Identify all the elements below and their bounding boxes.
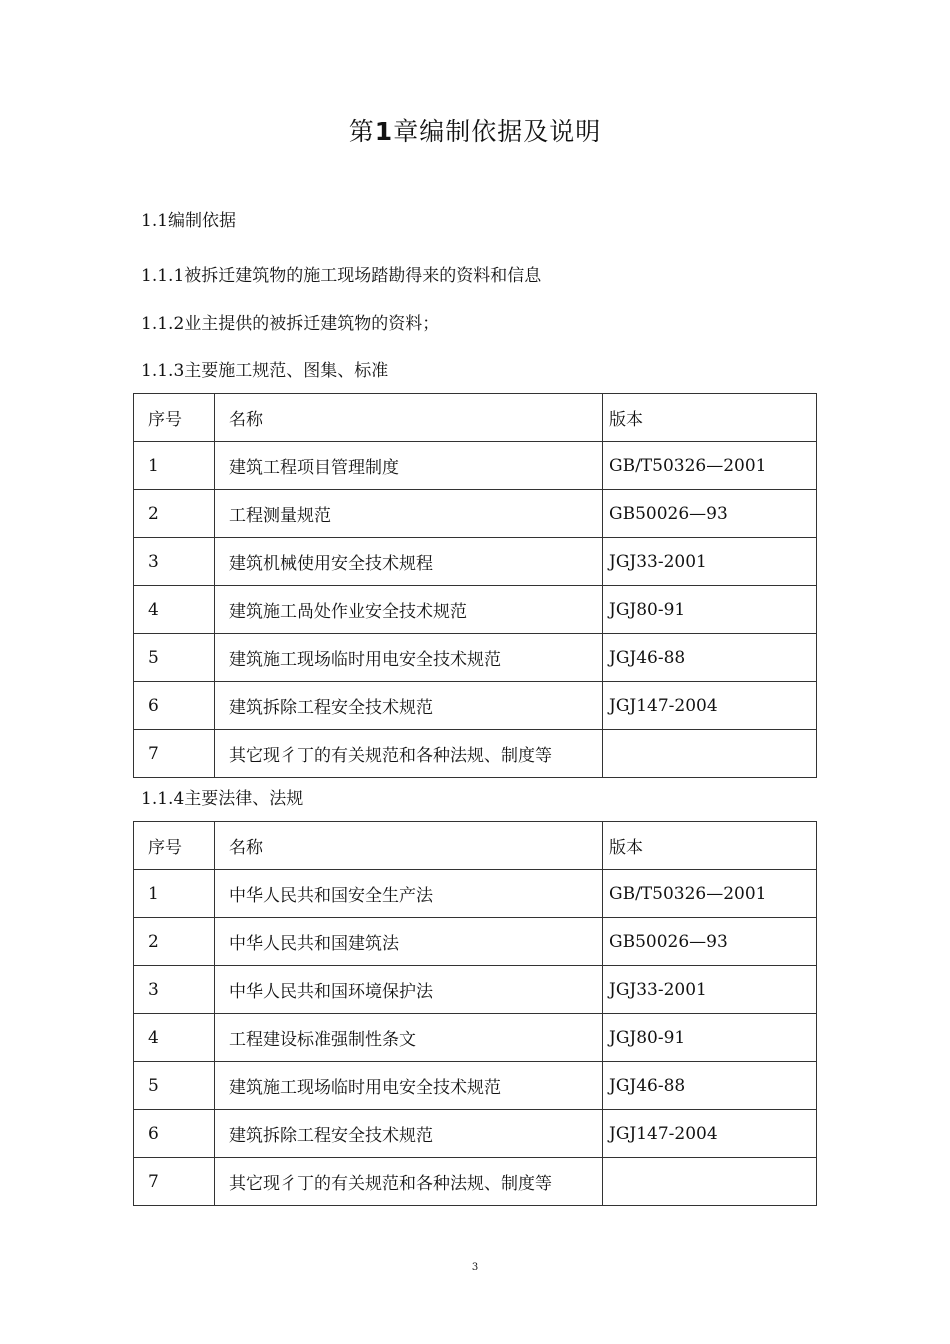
header-cell-version: 版本: [603, 822, 817, 870]
standards-table: [133, 393, 817, 778]
cell-name: 工程建设标准强制性条文: [215, 1014, 603, 1062]
title-suffix: 章编制依据及说明: [393, 117, 602, 146]
cell-version: GB50026—93: [603, 490, 817, 538]
title-prefix: 第: [348, 117, 375, 146]
table-row: [134, 634, 817, 682]
table-header-row: [134, 394, 817, 442]
section-1-1-heading: 1.1编制依据: [141, 211, 237, 231]
cell-name: 中华人民共和国安全生产法: [215, 870, 603, 918]
table-row: [134, 966, 817, 1014]
cell-version: JGJ147-2004: [603, 1110, 817, 1158]
cell-index: 1: [134, 870, 215, 918]
cell-name: 其它现彳丁的有关规范和各种法规、制度等: [215, 1158, 603, 1206]
cell-name: 建筑拆除工程安全技术规范: [215, 682, 603, 730]
table-row: [134, 1110, 817, 1158]
section-1-1-3-text: 1.1.3主要施工规范、图集、标准: [141, 361, 389, 381]
title-number: 1: [374, 117, 394, 146]
header-cell-name: 名称: [215, 394, 603, 442]
cell-index: 7: [134, 730, 215, 778]
cell-version: JGJ46-88: [603, 634, 817, 682]
table-row: [134, 1062, 817, 1110]
header-cell-name: 名称: [215, 822, 603, 870]
cell-name: 其它现彳丁的有关规范和各种法规、制度等: [215, 730, 603, 778]
cell-index: 7: [134, 1158, 215, 1206]
laws-table: [133, 821, 817, 1206]
cell-index: 4: [134, 1014, 215, 1062]
table-row: [134, 682, 817, 730]
table-row: [134, 490, 817, 538]
table-row: [134, 1014, 817, 1062]
cell-index: 5: [134, 634, 215, 682]
cell-name: 建筑机械使用安全技术规程: [215, 538, 603, 586]
table-row: [134, 442, 817, 490]
cell-index: 6: [134, 1110, 215, 1158]
header-cell-version: 版本: [603, 394, 817, 442]
section-1-1-2-text: 1.1.2业主提供的被拆迁建筑物的资料；: [141, 314, 440, 334]
table-row: [134, 918, 817, 966]
cell-name: 建筑施工现场临时用电安全技术规范: [215, 1062, 603, 1110]
cell-index: 1: [134, 442, 215, 490]
cell-version: JGJ46-88: [603, 1062, 817, 1110]
page-number: 3: [471, 1262, 479, 1273]
cell-version: JGJ80-91: [603, 1014, 817, 1062]
cell-index: 2: [134, 918, 215, 966]
cell-name: 中华人民共和国环境保护法: [215, 966, 603, 1014]
table-row: [134, 730, 817, 778]
header-cell-index: 序号: [134, 394, 215, 442]
cell-index: 4: [134, 586, 215, 634]
cell-name: 建筑工程项目管理制度: [215, 442, 603, 490]
cell-index: 5: [134, 1062, 215, 1110]
cell-version: JGJ33-2001: [603, 966, 817, 1014]
header-cell-index: 序号: [134, 822, 215, 870]
cell-name: 工程测量规范: [215, 490, 603, 538]
cell-version: JGJ147-2004: [603, 682, 817, 730]
cell-index: 3: [134, 966, 215, 1014]
cell-version: GB/T50326—2001: [603, 442, 817, 490]
chapter-title: [0, 112, 950, 148]
laws-table-body: [134, 822, 817, 1206]
cell-name: 建筑拆除工程安全技术规范: [215, 1110, 603, 1158]
cell-version: GB50026—93: [603, 918, 817, 966]
section-1-1-4-text: 1.1.4主要法律、法规: [141, 789, 304, 809]
cell-name: 建筑施工咼处作业安全技术规范: [215, 586, 603, 634]
table-row: [134, 870, 817, 918]
standards-table-body: [134, 394, 817, 778]
table-row: [134, 1158, 817, 1206]
cell-version: JGJ80-91: [603, 586, 817, 634]
cell-name: 中华人民共和国建筑法: [215, 918, 603, 966]
table-row: [134, 538, 817, 586]
cell-version: JGJ33-2001: [603, 538, 817, 586]
cell-name: 建筑施工现场临时用电安全技术规范: [215, 634, 603, 682]
table-row: [134, 586, 817, 634]
cell-version: GB/T50326—2001: [603, 870, 817, 918]
cell-version: [603, 1158, 817, 1206]
cell-index: 2: [134, 490, 215, 538]
cell-index: 3: [134, 538, 215, 586]
cell-version: [603, 730, 817, 778]
section-1-1-1-text: 1.1.1被拆迁建筑物的施工现场踏勘得来的资料和信息: [141, 266, 542, 286]
table-header-row: [134, 822, 817, 870]
cell-index: 6: [134, 682, 215, 730]
